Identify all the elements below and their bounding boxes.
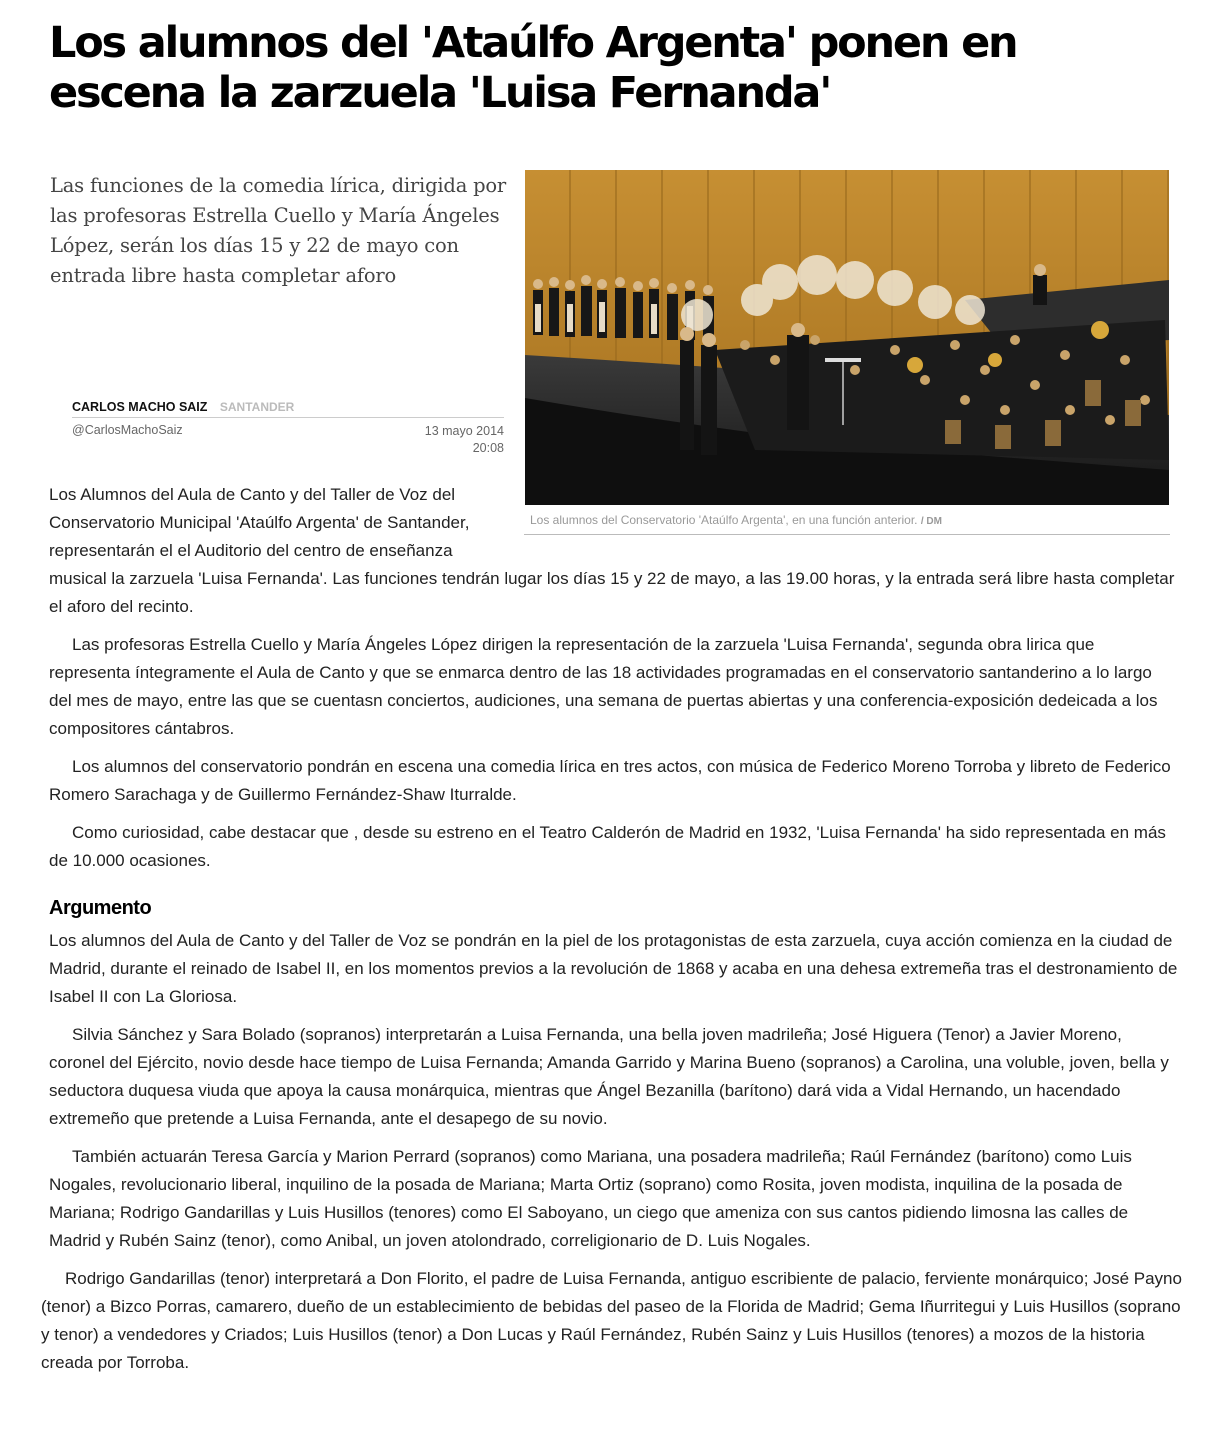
author-row bbox=[72, 398, 504, 418]
paragraph-8: Rodrigo Gandarillas (tenor) interpretará a Don Florito, el padre de Luisa Fernanda, antiguo escribiente de palacio, ferviente monárquico; José Payno (tenor) a Bizco Porras, camarero, dueño de un establecimiento de bebidas del paseo de la Florida de Madrid; Gema Iñurritegui y Luis Husillos (soprano y tenor) a vendedores y Criados; Luis Husillos (tenor) a Don Lucas y Raúl Fernández, Rubén Sainz y Luis Husillos (tenores) a mozos de la historia creada por Torroba. bbox=[41, 1269, 1182, 1372]
photo-credit: / DM bbox=[920, 516, 942, 527]
section-heading: Argumento bbox=[49, 897, 152, 919]
byline bbox=[72, 398, 504, 455]
paragraph-6: Silvia Sánchez y Sara Bolado (sopranos) interpretarán a Luisa Fernanda, una bella joven madrileña; José Higuera (Tenor) a Javier Moreno, coronel del Ejército, novio desde hace tiempo de Luisa Fernanda; Amanda Garrido y Marina Bueno (sopranos) a Carolina, una voluble, joven, bella y seductora duquesa viuda que apoya la causa monárquica, mientras que Ángel Bezanilla (barítono) dará vida a Vidal Hernando, un hacendado extremeño que pretende a Luisa Fernanda, ante el desapego de su novio. bbox=[49, 1025, 1169, 1128]
paragraph-7: También actuarán Teresa García y Marion Perrard (sopranos) como Mariana, una posadera madrileña; Raúl Fernández (barítono) como Luis Nogales, revolucionario liberal, inquilino de la posada de Mariana; Marta Ortiz (soprano) como Rosita, joven modista, inquilina de la posada de Mariana; Rodrigo Gandarillas y Luis Husillos (tenores) como El Saboyano, un ciego que ameniza con sus cantos pidiendo limosna las calles de Madrid y Rubén Sainz (tenor), como Anibal, un joven atolondrado, correligionario de D. Luis Nogales. bbox=[49, 1147, 1132, 1250]
article-location: SANTANDER bbox=[219, 400, 295, 414]
concert-photo-illustration bbox=[525, 170, 1169, 505]
article-body bbox=[41, 481, 1182, 1387]
author-name[interactable]: CARLOS MACHO SAIZ bbox=[72, 400, 208, 414]
publish-datetime bbox=[425, 423, 504, 457]
paragraph-2: Las profesoras Estrella Cuello y María Ángeles López dirigen la representación de la zarzuela 'Luisa Fernanda', segunda obra lirica que representa íntegramente el Aula de Canto y que se enmarca dentro de las 18 actividades programadas en el conservatorio santanderino a lo largo del mes de mayo, entre las que se cuentasn conciertos, audiciones, una semana de puertas abiertas y una conferencia-exposición dedeicada a los compositores cántabros. bbox=[49, 635, 1158, 738]
article-photo[interactable] bbox=[525, 170, 1169, 505]
publish-date: 13 mayo 2014 bbox=[424, 424, 504, 438]
article-subtitle: Las funciones de la comedia lírica, dirigida por las profesoras Estrella Cuello y María Ángeles López, serán los días 15 y 22 de mayo con entrada libre hasta completar aforo bbox=[50, 174, 507, 287]
figure-float-spacer bbox=[501, 481, 1179, 548]
paragraph-1: Los Alumnos del Aula de Canto y del Taller de Voz del Conservatorio Municipal 'Ataúlfo Argenta' de Santander, representarán el el Auditorio del centro de enseñanza musical la zarzuela 'Luisa Fernanda'. Las funciones tendrán lugar los días 15 y 22 de mayo, a las 19.00 horas, y la entrada será libre hasta completar el aforo del recinto. bbox=[49, 485, 1175, 616]
paragraph-4: Como curiosidad, cabe destacar que , desde su estreno en el Teatro Calderón de Madrid en 1932, 'Luisa Fernanda' ha sido representada en más de 10.000 ocasiones. bbox=[49, 823, 1166, 870]
author-twitter-handle[interactable]: @CarlosMachoSaiz bbox=[72, 423, 183, 437]
paragraph-5: Los alumnos del Aula de Canto y del Taller de Voz se pondrán en la piel de los protagonistas de esta zarzuela, cuya acción comienza en la ciudad de Madrid, durante el reinado de Isabel II, en los momentos previos a la revolución de 1868 y acaba en una dehesa extremeña tras el destronamiento de Isabel II con La Gloriosa. bbox=[49, 931, 1178, 1006]
caption-text: Los alumnos del Conservatorio 'Ataúlfo Argenta', en una función anterior. bbox=[530, 513, 918, 527]
paragraph-3: Los alumnos del conservatorio pondrán en escena una comedia lírica en tres actos, con música de Federico Moreno Torroba y libreto de Federico Romero Sarachaga y de Guillermo Fernández-Shaw Iturralde. bbox=[49, 757, 1171, 804]
article-headline: Los alumnos del 'Ataúlfo Argenta' ponen en escena la zarzuela 'Luisa Fernanda' bbox=[49, 18, 1017, 118]
publish-time: 20:08 bbox=[472, 441, 504, 455]
